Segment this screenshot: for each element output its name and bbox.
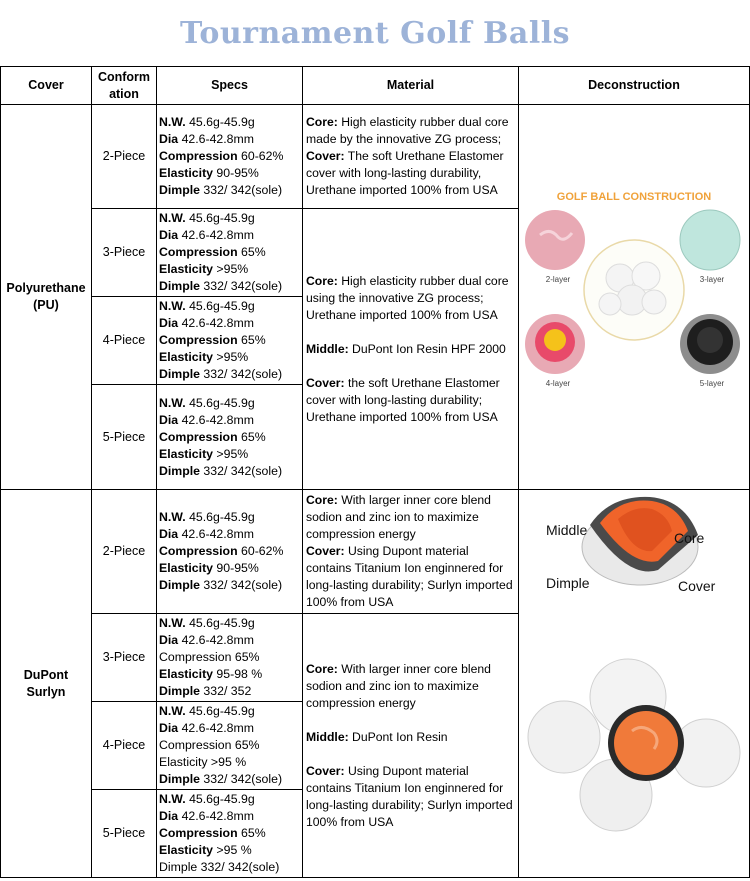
spec-label: Compression — [159, 544, 238, 558]
spec-line: Compression 65% — [159, 738, 260, 752]
spec-value: 332/ 342(sole) — [203, 772, 283, 786]
spec-label: N.W. — [159, 115, 186, 129]
cover-line1: DuPont — [23, 667, 69, 682]
spec-table — [0, 66, 750, 878]
cover-line2: Surlyn — [26, 684, 66, 699]
spec-value: 42.6-42.8mm — [181, 228, 255, 242]
spec-value: 90-95% — [216, 166, 259, 180]
spec-value: 332/ 352 — [203, 684, 252, 698]
specs-cell — [157, 702, 303, 790]
deconstruction-cell-surlyn — [519, 490, 750, 878]
deconstruction-cell-pu — [519, 105, 750, 490]
spec-label: N.W. — [159, 616, 186, 630]
material-label: Cover: — [306, 763, 345, 778]
material-cell — [303, 209, 519, 490]
spec-value: 65% — [241, 429, 266, 444]
cover-cell-surlyn — [1, 490, 92, 878]
header-row — [1, 67, 750, 105]
spec-label: Dimple — [159, 183, 200, 197]
material-label: Cover: — [306, 544, 345, 558]
spec-value: 45.6g-45.9g — [189, 510, 255, 524]
spec-label: Compression — [159, 826, 238, 840]
spec-value: 42.6-42.8mm — [181, 316, 255, 330]
spec-label: Dia — [159, 412, 179, 427]
spec-label: Dimple — [159, 279, 200, 293]
spec-label: N.W. — [159, 395, 186, 410]
spec-value: 332/ 342(sole) — [203, 463, 283, 478]
cutaway-label-core: Core — [674, 530, 705, 546]
material-text: the soft Urethane Elastomer cover with long-lasting durability; Urethane imported 100% from USA — [306, 375, 500, 424]
spec-value: 332/ 342(sole) — [203, 279, 283, 293]
spec-label: Dia — [159, 316, 179, 330]
spec-value: 42.6-42.8mm — [181, 527, 255, 541]
cutaway-label-dimple: Dimple — [546, 575, 590, 591]
spec-value: 60-62% — [241, 544, 284, 558]
construction-heading: GOLF BALL CONSTRUCTION — [556, 190, 711, 203]
spec-value: 95-98 % — [216, 667, 263, 681]
specs-cell — [157, 297, 303, 385]
spec-value: 60-62% — [241, 149, 284, 163]
spec-value: 45.6g-45.9g — [189, 115, 255, 129]
spec-label: Dia — [159, 228, 179, 242]
spec-label: N.W. — [159, 792, 186, 806]
spec-label: Dia — [159, 809, 179, 823]
spec-value: 42.6-42.8mm — [181, 721, 255, 735]
spec-value: 65% — [241, 826, 266, 840]
piece-cell: 3-Piece — [92, 209, 157, 297]
title-area — [0, 0, 750, 66]
spec-label: Compression — [159, 333, 238, 347]
spec-value: 45.6g-45.9g — [189, 616, 255, 630]
spec-label: Compression — [159, 149, 238, 163]
specs-cell — [157, 790, 303, 878]
material-label: Core: — [306, 661, 338, 676]
material-label: Core: — [306, 115, 338, 129]
spec-label: Dia — [159, 633, 179, 647]
spec-label: Elasticity — [159, 561, 213, 575]
spec-value: >95 % — [216, 843, 252, 857]
spec-value: 42.6-42.8mm — [181, 412, 255, 427]
spec-value: 45.6g-45.9g — [189, 299, 255, 313]
piece-cell: 4-Piece — [92, 702, 157, 790]
material-cell — [303, 490, 519, 614]
spec-value: 42.6-42.8mm — [181, 132, 255, 146]
spec-label: Dia — [159, 132, 179, 146]
spec-value: 332/ 342(sole) — [203, 578, 283, 592]
spec-value: 42.6-42.8mm — [181, 633, 255, 647]
spec-label: Dia — [159, 527, 179, 541]
material-label: Core: — [306, 493, 338, 507]
table-row — [1, 490, 750, 614]
header-deconstruction: Deconstruction — [519, 67, 750, 105]
material-text: Using Dupont material contains Titanium Ion enginnered for long-lasting durability; Surlyn imported 100% from USA — [306, 544, 513, 609]
material-text: The soft Urethane Elastomer cover with long-lasting durability, Urethane imported 100% from USA — [306, 149, 504, 197]
header-cover: Cover — [1, 67, 92, 105]
material-text: With larger inner core blend sodion and zinc ion to maximize compression energy — [306, 661, 491, 710]
spec-value: 65% — [241, 333, 266, 347]
golf-ball-group — [528, 659, 740, 831]
material-cell — [303, 614, 519, 878]
spec-label: Dia — [159, 721, 179, 735]
spec-value: 90-95% — [216, 561, 259, 575]
specs-cell — [157, 105, 303, 209]
spec-label: Elasticity — [159, 166, 213, 180]
spec-label: Compression — [159, 245, 238, 259]
material-text: Using Dupont material contains Titanium Ion enginnered for long-lasting durability; Surlyn imported 100% from USA — [306, 763, 513, 829]
spec-label: Dimple — [159, 772, 200, 786]
material-text: High elasticity rubber dual core using the innovative ZG process; Urethane imported 100% from USA — [306, 273, 509, 322]
specs-cell — [157, 490, 303, 614]
table-row — [1, 105, 750, 209]
header-conformation-line1: Conform — [97, 69, 151, 84]
three-layer-ball — [680, 210, 740, 270]
material-text: DuPont Ion Resin HPF 2000 — [348, 341, 506, 356]
piece-cell: 3-Piece — [92, 614, 157, 702]
layer-label: 2-layer — [545, 274, 570, 284]
spec-value: >95% — [216, 262, 249, 276]
piece-cell: 4-Piece — [92, 297, 157, 385]
page-title: Tournament Golf Balls — [179, 15, 571, 51]
material-label: Middle: — [306, 729, 349, 744]
layer-label: 4-layer — [545, 378, 570, 388]
cutaway-label-middle: Middle — [546, 522, 588, 538]
spec-value: 332/ 342(sole) — [203, 183, 283, 197]
spec-label: N.W. — [159, 211, 186, 225]
spec-value: 332/ 342(sole) — [203, 367, 283, 381]
spec-line: Compression 65% — [159, 650, 260, 664]
piece-cell: 2-Piece — [92, 105, 157, 209]
material-text: With larger inner core blend sodion and zinc ion to maximize compression energy — [306, 493, 491, 541]
cutaway-label-cover: Cover — [678, 578, 716, 594]
specs-cell — [157, 209, 303, 297]
spec-label: Dimple — [159, 578, 200, 592]
spec-label: Dimple — [159, 684, 200, 698]
spec-label: N.W. — [159, 299, 186, 313]
white-ball — [599, 293, 621, 315]
material-label: Core: — [306, 273, 338, 288]
layer-label: 5-layer — [699, 378, 724, 388]
cover-line2: (PU) — [33, 298, 59, 312]
spec-label: N.W. — [159, 704, 186, 718]
spec-value: 42.6-42.8mm — [181, 809, 255, 823]
spec-label: Elasticity — [159, 350, 213, 364]
piece-cell: 2-Piece — [92, 490, 157, 614]
spec-label: Elasticity — [159, 446, 213, 461]
spec-label: Dimple — [159, 367, 200, 381]
header-conformation-line2: ation — [109, 86, 139, 101]
spec-value: 65% — [241, 245, 266, 259]
header-conformation — [92, 67, 157, 105]
spec-line: Dimple 332/ 342(sole) — [159, 860, 280, 874]
spec-line: Elasticity >95 % — [159, 755, 247, 769]
piece-cell: 5-Piece — [92, 790, 157, 878]
spec-value: 45.6g-45.9g — [189, 395, 255, 410]
spec-value: >95% — [216, 446, 249, 461]
layer-label: 3-layer — [699, 274, 724, 284]
spec-label: Elasticity — [159, 667, 213, 681]
header-specs: Specs — [157, 67, 303, 105]
golf-ball-construction-illustration — [522, 180, 747, 410]
material-label: Cover: — [306, 149, 345, 163]
specs-cell — [157, 385, 303, 490]
material-text: High elasticity rubber dual core made by the innovative ZG process; — [306, 115, 509, 146]
spec-value: 45.6g-45.9g — [189, 792, 255, 806]
spec-label: Elasticity — [159, 262, 213, 276]
spec-label: N.W. — [159, 510, 186, 524]
piece-cell: 5-Piece — [92, 385, 157, 490]
white-ball — [642, 290, 666, 314]
spec-value: >95% — [216, 350, 249, 364]
cover-line1: Polyurethane — [6, 281, 86, 295]
spec-label: Dimple — [159, 463, 200, 478]
golf-ball-photos — [520, 495, 748, 867]
spec-value: 45.6g-45.9g — [189, 704, 255, 718]
header-material: Material — [303, 67, 519, 105]
spec-label: Compression — [159, 429, 238, 444]
cover-cell-pu — [1, 105, 92, 490]
material-label: Middle: — [306, 341, 349, 356]
material-text: DuPont Ion Resin — [348, 729, 448, 744]
specs-cell — [157, 614, 303, 702]
two-layer-ball — [525, 210, 585, 270]
material-cell — [303, 105, 519, 209]
spec-label: Elasticity — [159, 843, 213, 857]
material-label: Cover: — [306, 375, 345, 390]
spec-value: 45.6g-45.9g — [189, 211, 255, 225]
